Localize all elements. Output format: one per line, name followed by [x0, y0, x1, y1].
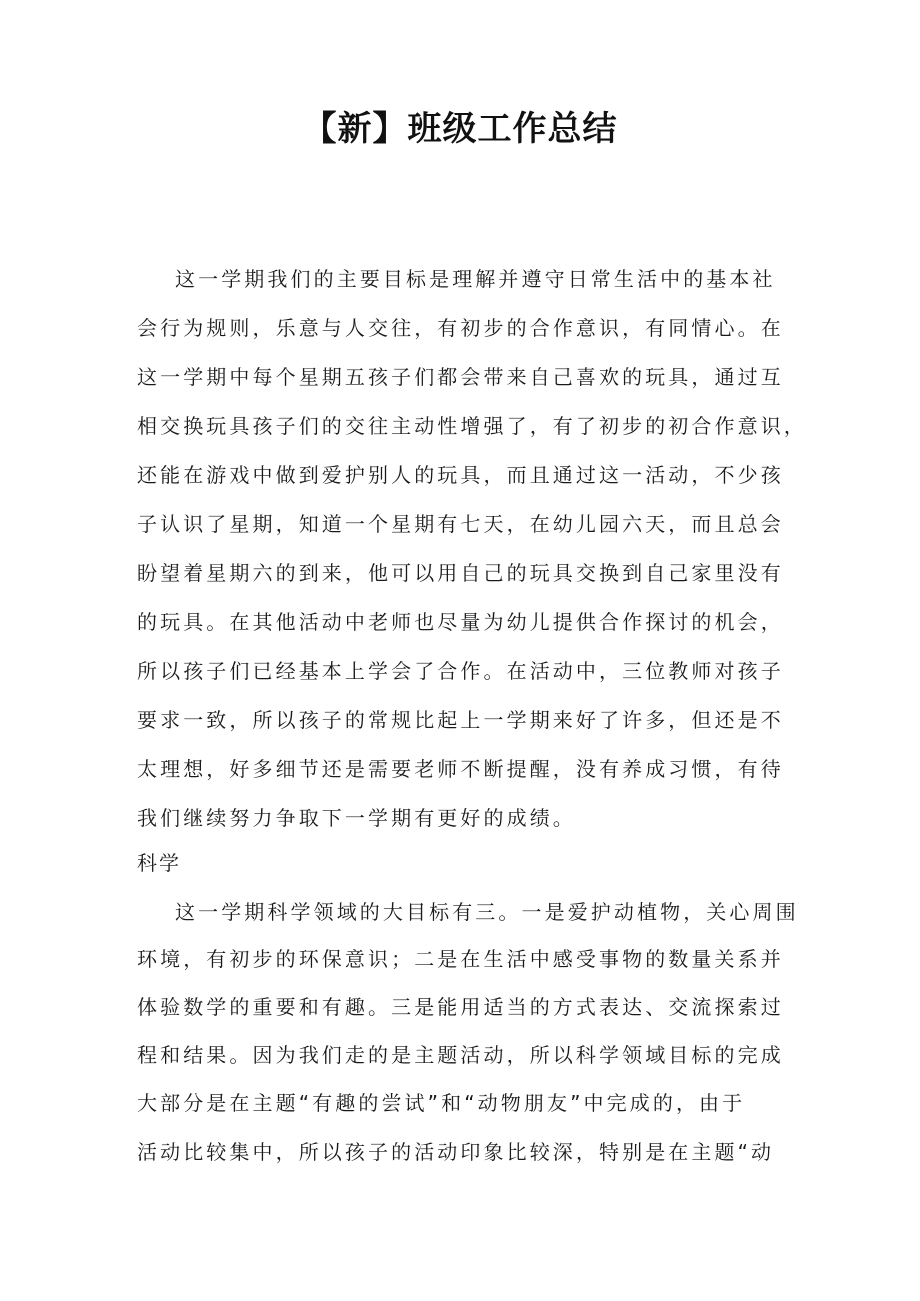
paragraph-1-line: 要求一致，所以孩子的常规比起上一学期来好了许多，但还是不	[137, 708, 784, 732]
paragraph-1-line: 这一学期中每个星期五孩子们都会带来自己喜欢的玩具，通过互	[137, 365, 784, 389]
paragraph-1-line: 我们继续努力争取下一学期有更好的成绩。	[137, 806, 576, 830]
paragraph-2-line: 活动比较集中，所以孩子的活动印象比较深，特别是在主题“动	[137, 1140, 775, 1164]
document-title: 【新】班级工作总结	[302, 109, 618, 149]
paragraph-2-line: 程和结果。因为我们走的是主题活动，所以科学领域目标的完成	[137, 1043, 784, 1067]
paragraph-2-line: 大部分是在主题“有趣的尝试”和“动物朋友”中完成的，由于	[137, 1091, 746, 1115]
paragraph-1-line: 的玩具。在其他活动中老师也尽量为幼儿提供合作探讨的机会，	[137, 610, 784, 634]
paragraph-1-line: 会行为规则，乐意与人交往，有初步的合作意识，有同情心。在	[137, 316, 784, 340]
paragraph-1-line: 还能在游戏中做到爱护别人的玩具，而且通过这一活动，不少孩	[137, 463, 784, 487]
paragraph-1-line: 子认识了星期，知道一个星期有七天，在幼儿园六天，而且总会	[137, 512, 784, 536]
paragraph-1-line: 所以孩子们已经基本上学会了合作。在活动中，三位教师对孩子	[137, 659, 784, 683]
paragraph-1-line: 相交换玩具孩子们的交往主动性增强了，有了初步的初合作意识，	[137, 414, 807, 438]
section-heading-science: 科学	[137, 851, 181, 875]
paragraph-1-line: 这一学期我们的主要目标是理解并遵守日常生活中的基本社	[175, 267, 776, 291]
paragraph-2-line: 环境，有初步的环保意识；二是在生活中感受事物的数量关系并	[137, 947, 784, 971]
paragraph-2-line: 体验数学的重要和有趣。三是能用适当的方式表达、交流探索过	[137, 995, 784, 1019]
paragraph-1-line: 太理想，好多细节还是需要老师不断提醒，没有养成习惯，有待	[137, 757, 784, 781]
paragraph-1-line: 盼望着星期六的到来，他可以用自己的玩具交换到自己家里没有	[137, 561, 784, 585]
paragraph-2-line: 这一学期科学领域的大目标有三。一是爱护动植物，关心周围	[175, 900, 799, 924]
